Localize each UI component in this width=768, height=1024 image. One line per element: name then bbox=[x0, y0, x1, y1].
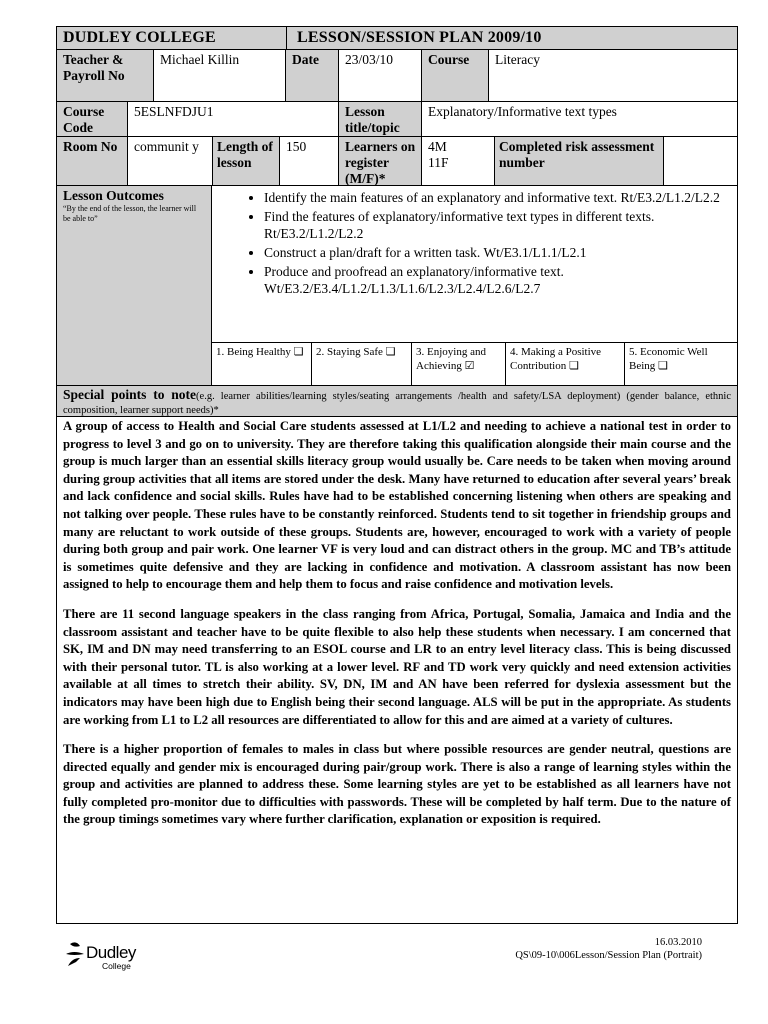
dudley-college-logo bbox=[62, 940, 162, 974]
room-label: Room No bbox=[56, 136, 128, 186]
outcome-item: • Produce and proofread an explanatory/informative text. Wt/E3.2/E3.4/L1.2/L1.3/L1.6/L2.3/L2.4/L2.6/L2.7 bbox=[264, 263, 737, 297]
special-paragraph: A group of access to Health and Social Care students assessed at L1/L2 and needing to achieve a national test in order to progress to level 3 and go on to university. They are therefore taking this qualification alongside their main course and the group is much larger than an essential skills literacy group would usually be. Care needs to be taken when moving around during group activities that all items are stored under the desk. Many have returned to education after several years’ break and lack confidence and social skills. Rules have had to be established concerning listening when others are speaking and not talking over people. These rules have to be constantly reinforced. Students tend to sit together in friendship groups and many are reluctant to work outside of these groups. Students are, however, encouraged to work with a variety of people during both group and pair work. One learner VF is very loud and can distract others in the group. MC and TB’s attitude is sometimes quite defensive and they are lacking in confidence and motivation. A classroom assistant has now been assigned to help to encourage them and help them to focus and raise confidence and motivation levels. bbox=[63, 419, 731, 592]
length-value: 150 bbox=[279, 136, 339, 186]
college-name: DUDLEY COLLEGE bbox=[63, 29, 216, 46]
outcome-item: • Find the features of explanatory/informative text types in different texts. Rt/E3.2/L1.2/L2.2 bbox=[264, 208, 737, 242]
lesson-topic-value: Explanatory/Informative text types bbox=[421, 101, 738, 137]
outcome-item: • Construct a plan/draft for a written task. Wt/E3.1/L1.1/L2.1 bbox=[264, 244, 737, 261]
college-name-cell bbox=[56, 26, 287, 50]
special-points-note: (e.g. learner abilities/learning styles/seating arrangements /health and safety/LSA deployment) (gender balance, ethnic composition, learner support needs)* bbox=[63, 391, 731, 416]
course-value: Literacy bbox=[488, 49, 738, 102]
outcomes-label-cell bbox=[56, 185, 212, 386]
logo-text: Dudley bbox=[86, 943, 136, 962]
footer-date: 16.03.2010 bbox=[654, 937, 702, 948]
ecm-positive-contribution: 4. Making a Positive Contribution ❏ bbox=[505, 342, 625, 386]
course-code-label: Course Code bbox=[56, 101, 128, 137]
teacher-value: Michael Killin bbox=[153, 49, 286, 102]
teacher-label: Teacher & Payroll No bbox=[56, 49, 154, 102]
plan-title-cell bbox=[286, 26, 738, 50]
learners-label: Learners on register (M/F)* bbox=[338, 136, 422, 186]
special-points-label: Special points to note bbox=[63, 387, 197, 402]
room-value: communit y bbox=[127, 136, 213, 186]
learners-male: 4M bbox=[428, 139, 447, 154]
ecm-economic-wellbeing: 5. Economic Well Being ❏ bbox=[624, 342, 738, 386]
logo-subtext: College bbox=[102, 961, 131, 971]
outcomes-list bbox=[212, 189, 737, 297]
special-paragraph: There are 11 second language speakers in the class ranging from Africa, Portugal, Somalia, Jamaica and India and the classroom assistant and teacher have to be quite flexible to also help these students when necessary. I am concerned that SK, IM and DN may need transferring to an ESOL course and LR to an entry level literacy class. This is being discussed with their personal tutor. TL is also working at a lower level. RF and TD work very quickly and need extension activities available at all times to stretch their ability. SV, DN, IM and AN have been referred for dyslexia assessment but the indicators may have been high due to English being their second language. ALS will be put in the appropriate. As students are working from L1 to L2 all resources are differentiated to allow for this and are aimed at a variety of cultures. bbox=[63, 606, 731, 727]
length-label: Length of lesson bbox=[212, 136, 280, 186]
course-label: Course bbox=[421, 49, 489, 102]
outcomes-label: Lesson Outcomes bbox=[63, 188, 164, 203]
special-points-body bbox=[56, 416, 738, 924]
footer-info bbox=[420, 936, 702, 966]
risk-value bbox=[663, 136, 738, 186]
ecm-being-healthy: 1. Being Healthy ❏ bbox=[211, 342, 312, 386]
special-paragraph: There is a higher proportion of females to males in class but where possible resources are gender neutral, questions are directed equally and gender mix is encouraged during pair/group work. There is also a range of learning styles within the group and activities are planned to address these. Some learning styles are yet to be established as all learners have not fully completed pro-monitor due to difficulties with passwords. These will be completed by half term. Due to the nature of the group timings sometimes vary where further clarification, explanation or exposition is required. bbox=[63, 742, 731, 827]
outcomes-sublabel: “By the end of the lesson, the learner will be able to” bbox=[63, 204, 197, 223]
special-points-header bbox=[56, 385, 738, 417]
date-value: 23/03/10 bbox=[338, 49, 422, 102]
learners-female: 11F bbox=[428, 155, 449, 170]
lesson-topic-label: Lesson title/topic bbox=[338, 101, 422, 137]
learners-value bbox=[421, 136, 495, 186]
risk-label: Completed risk assessment number bbox=[494, 136, 664, 186]
plan-title: LESSON/SESSION PLAN 2009/10 bbox=[297, 29, 542, 46]
footer-path: QS\09-10\006Lesson/Session Plan (Portrait) bbox=[515, 950, 702, 961]
outcome-item: • Identify the main features of an explanatory and informative text. Rt/E3.2/L1.2/L2.2 bbox=[264, 189, 737, 206]
course-code-value: 5ESLNFDJU1 bbox=[127, 101, 339, 137]
date-label: Date bbox=[285, 49, 339, 102]
outcomes-list-cell bbox=[211, 185, 738, 343]
ecm-staying-safe: 2. Staying Safe ❏ bbox=[311, 342, 412, 386]
ecm-enjoying-achieving: 3. Enjoying and Achieving ☑ bbox=[411, 342, 506, 386]
